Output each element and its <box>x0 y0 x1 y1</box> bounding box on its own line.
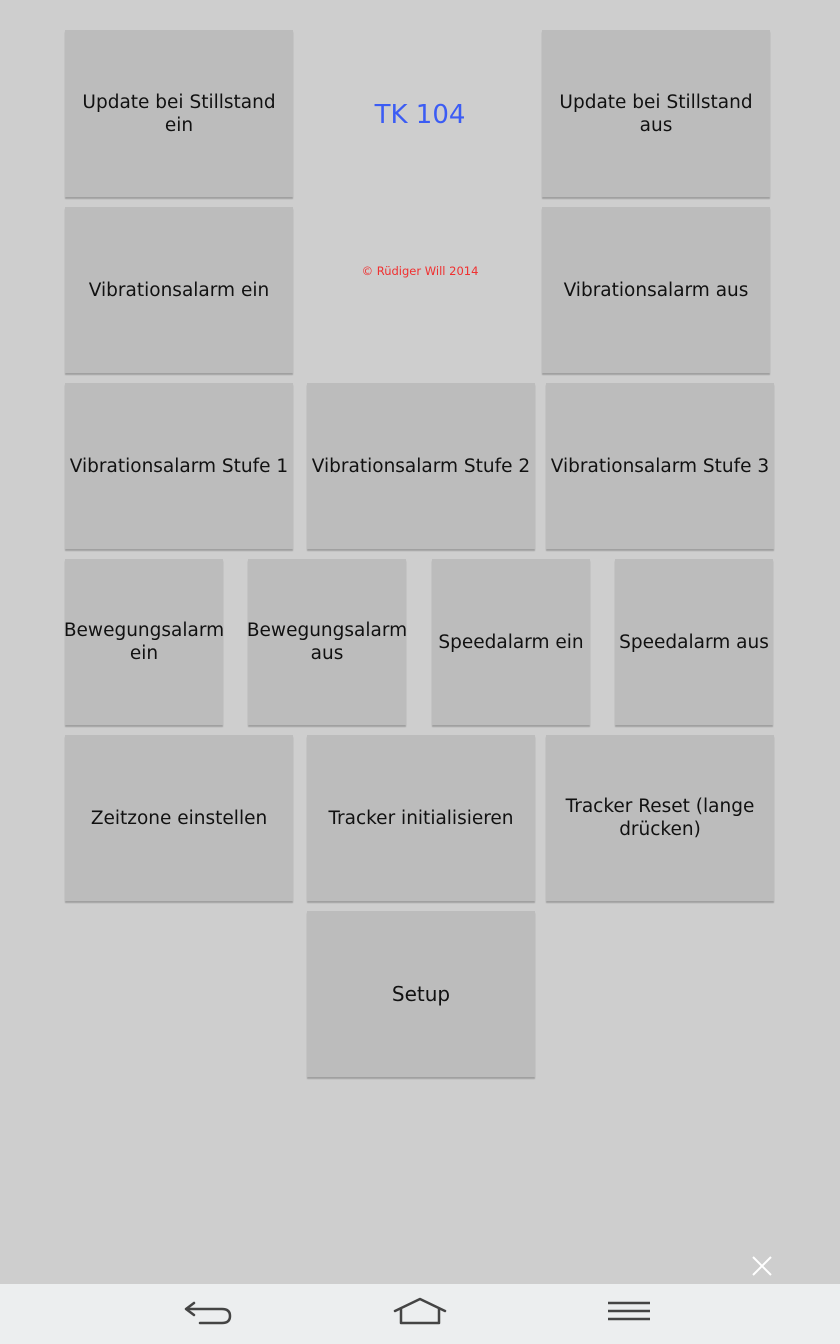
vibration-off-label: Vibrationsalarm aus <box>563 279 749 301</box>
back-icon <box>182 1295 238 1333</box>
motion-alarm-off-button[interactable] <box>248 559 406 725</box>
speed-alarm-off-button[interactable] <box>615 559 773 725</box>
vibration-level-1-label: Vibrationsalarm Stufe 1 <box>69 455 289 477</box>
speed-alarm-off-label: Speedalarm aus <box>619 631 769 653</box>
motion-alarm-off-label-line1: Bewegungsalarm <box>246 620 408 641</box>
menu-icon <box>606 1298 652 1330</box>
navigation-bar <box>0 1284 840 1344</box>
tracker-init-button[interactable] <box>307 735 535 901</box>
setup-label: Setup <box>391 981 451 1006</box>
motion-alarm-off-label-line2: aus <box>310 643 344 664</box>
vibration-level-3-button[interactable] <box>546 383 774 549</box>
tracker-reset-label-line2: drücken) <box>619 819 701 840</box>
vibration-level-1-button[interactable] <box>65 383 293 549</box>
motion-alarm-on-label-line1: Bewegungsalarm <box>63 620 225 641</box>
vibration-on-button[interactable] <box>65 207 293 373</box>
update-on-label: Update bei Stillstand ein <box>82 91 276 136</box>
vibration-level-2-label: Vibrationsalarm Stufe 2 <box>311 455 531 477</box>
back-button[interactable] <box>150 1284 270 1344</box>
home-icon <box>391 1295 449 1333</box>
vibration-on-label: Vibrationsalarm ein <box>88 279 270 301</box>
vibration-level-2-button[interactable] <box>307 383 535 549</box>
vibration-level-3-label: Vibrationsalarm Stufe 3 <box>550 455 770 477</box>
update-on-button[interactable] <box>65 30 293 197</box>
timezone-button[interactable] <box>65 735 293 901</box>
tracker-reset-label-line1: Tracker Reset (lange <box>565 796 755 817</box>
home-button[interactable] <box>360 1284 480 1344</box>
tracker-init-label: Tracker initialisieren <box>328 807 514 829</box>
tracker-reset-button[interactable] <box>546 735 774 901</box>
update-off-label: Update bei Stillstand aus <box>559 91 753 136</box>
copyright-text: © Rüdiger Will 2014 <box>361 264 479 278</box>
motion-alarm-on-button[interactable] <box>65 559 223 725</box>
close-icon[interactable] <box>748 1252 776 1280</box>
setup-button[interactable] <box>307 911 535 1077</box>
app-title: TK 104 <box>374 100 466 130</box>
menu-button[interactable] <box>569 1284 689 1344</box>
timezone-label: Zeitzone einstellen <box>90 807 268 829</box>
motion-alarm-on-label-line2: ein <box>129 643 159 664</box>
speed-alarm-on-button[interactable] <box>432 559 590 725</box>
update-off-button[interactable] <box>542 30 770 197</box>
vibration-off-button[interactable] <box>542 207 770 373</box>
speed-alarm-on-label: Speedalarm ein <box>438 631 584 653</box>
